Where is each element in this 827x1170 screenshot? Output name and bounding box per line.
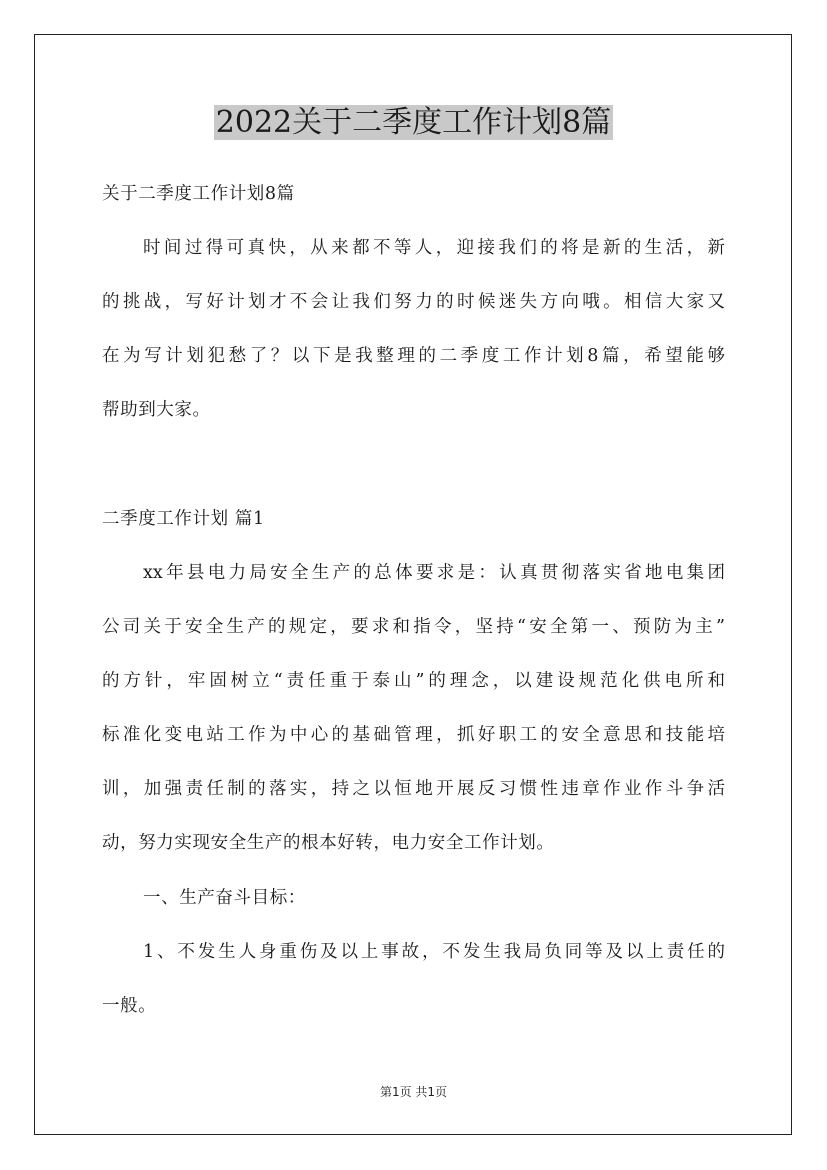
goal-line-2: 一般。	[102, 996, 157, 1016]
section-line-1: xx年县电力局安全生产的总体要求是：认真贯彻落实省地电集团	[143, 563, 725, 583]
intro-line-2: 的挑战，写好计划才不会让我们努力的时候迷失方向哦。相信大家又	[102, 292, 725, 312]
document-subtitle: 关于二季度工作计划8篇	[102, 184, 295, 204]
section-line-3: 的方针，牢固树立“责任重于泰山”的理念，以建设规范化供电所和	[102, 671, 725, 691]
document-title	[0, 103, 827, 143]
intro-line-1: 时间过得可真快，从来都不等人，迎接我们的将是新的生活，新	[143, 238, 725, 258]
section-heading: 二季度工作计划 篇1	[102, 509, 265, 529]
section-line-4: 标准化变电站工作为中心的基础管理，抓好职工的安全意思和技能培	[102, 725, 725, 745]
intro-line-4: 帮助到大家。	[102, 400, 211, 420]
goal-line-1: 1、不发生人身重伤及以上事故，不发生我局负同等及以上责任的	[143, 942, 725, 962]
section-line-5: 训，加强责任制的落实，持之以恒地开展反习惯性违章作业作斗争活	[102, 779, 725, 799]
intro-line-3: 在为写计划犯愁了？以下是我整理的二季度工作计划8篇，希望能够	[102, 346, 725, 366]
page-footer: 第1页 共1页	[379, 1085, 448, 1099]
section-line-2: 公司关于安全生产的规定，要求和指令，坚持“安全第一、预防为主”	[102, 617, 725, 637]
document-title-text: 2022关于二季度工作计划8篇	[215, 105, 612, 140]
goals-heading: 一、生产奋斗目标：	[143, 888, 306, 908]
section-line-6: 动，努力实现安全生产的根本好转，电力安全工作计划。	[102, 833, 555, 853]
